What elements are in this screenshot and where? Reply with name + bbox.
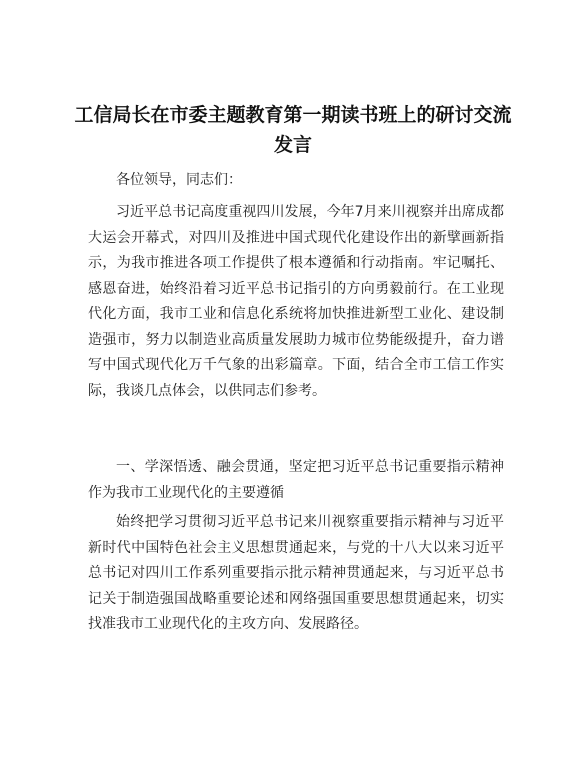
body-paragraph: 习近平总书记高度重视四川发展，今年7月来川视察并出席成都大运会开幕式，对四川及推进中国式现代化建设作出的新擘画新指示，为我市推进各项工作提供了根本遵循和行动指南。牢记嘱托、感恩奋进，始终沿着习近平总书记指引的方向勇毅前行。在工业现代化方面，我市工业和信息化系统将加快推进新型工业化、建设制造强市，努力以制造业高质量发展助力城市位势能级提升，奋力谱写中国式现代化万千气象的出彩篇章。下面，结合全市工信工作实际，我谈几点体会，以供同志们参考。 <box>88 204 504 399</box>
section-paragraph: 始终把学习贯彻习近平总书记来川视察重要指示精神与习近平新时代中国特色社会主义思想贯通起来，与党的十八大以来习近平总书记对四川工作系列重要指示批示精神贯通起来，与习近平总书记关于制造强国战略重要论述和网络强国重要思想贯通起来，切实找准我市工业现代化的主攻方向、发展路径。 <box>88 514 504 632</box>
document-title: 工信局长在市委主题教育第一期读书班上的研讨交流发言 <box>74 104 512 156</box>
salutation: 各位领导，同志们： <box>116 172 242 188</box>
section-heading: 一、学深悟透、融会贯通，坚定把习近平总书记重要指示精神作为我市工业现代化的主要遵循 <box>88 459 504 501</box>
